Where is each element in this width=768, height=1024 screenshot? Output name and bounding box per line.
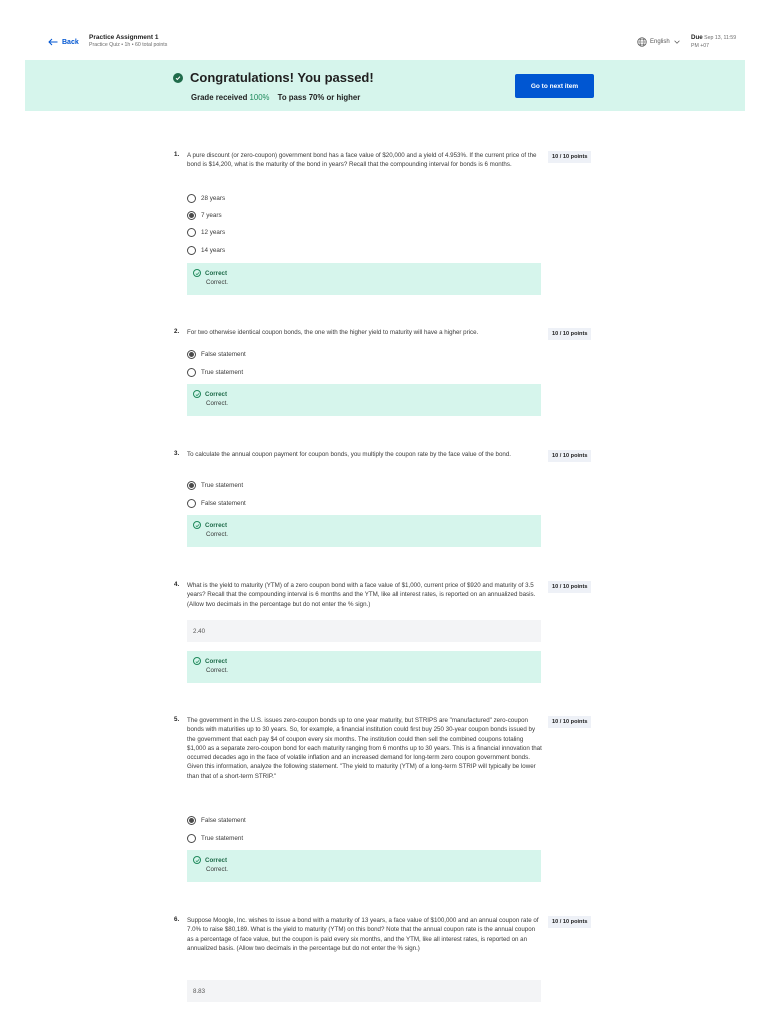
back-label: Back: [62, 38, 79, 46]
question-number: 5.: [174, 716, 180, 723]
points-badge: 10 / 10 points: [548, 581, 591, 593]
option-radio[interactable]: [187, 481, 243, 490]
radio-unselected-icon: [187, 194, 196, 203]
feedback-title: Correct: [205, 269, 228, 277]
check-circle-icon: [173, 73, 183, 83]
answer-field[interactable]: 8.83: [187, 980, 541, 1002]
option-label: True statement: [201, 482, 244, 489]
feedback-box: [187, 651, 541, 683]
option-label: True statement: [201, 369, 244, 376]
feedback-box: [187, 850, 541, 882]
question-text: The government in the U.S. issues zero-coupon bonds up to one year maturity, but STRIPS are "manufactured" zero-coupon bonds with maturities up to 30 years. So, for example, a financial institution could first buy 250 30-year coupon bonds issued by the government that each pay $4 of coupon every six months. The institution could then sell the combined coupons totaling $1,000 as a separate zero-coupon bond for each maturity ranging from 6 months up to 30 years. This is a financial innovation that occurred decades ago in the face of volatile inflation and an increased demand for long-term zero coupon government bonds. Given this information, analyze the following statement. "The yield to maturity (YTM) of a long-term STRIP will typically be lower than that of a short-term STRIP.": [187, 717, 542, 780]
radio-selected-icon: [187, 350, 196, 359]
due-label: Due: [691, 34, 703, 41]
option-radio[interactable]: [187, 834, 243, 843]
option-label: 12 years: [201, 229, 226, 236]
feedback-header: [193, 390, 227, 398]
question-number: 6.: [174, 916, 180, 923]
radio-selected-icon: [187, 816, 196, 825]
question-text: To calculate the annual coupon payment for coupon bonds, you multiply the coupon rate by the face value of the bond.: [187, 451, 512, 458]
points-badge: 10 / 10 points: [548, 328, 591, 340]
grade-value: 100%: [249, 93, 270, 102]
assignment-title: Practice Assignment 1: [89, 34, 159, 41]
feedback-title: Correct: [205, 856, 228, 864]
chevron-down-icon: [673, 38, 681, 46]
check-circle-icon: [193, 390, 201, 398]
option-label: 7 years: [201, 212, 222, 219]
feedback-body: Correct.: [206, 667, 229, 674]
banner-title: [173, 70, 374, 85]
question-number: 4.: [174, 581, 180, 588]
option-label: True statement: [201, 835, 244, 842]
option-radio[interactable]: [187, 350, 246, 359]
feedback-title: Correct: [205, 390, 228, 398]
option-label: False statement: [201, 817, 246, 824]
points-badge: 10 / 10 points: [548, 151, 591, 163]
radio-unselected-icon: [187, 246, 196, 255]
check-circle-icon: [193, 269, 201, 277]
answer-field[interactable]: 2.40: [187, 620, 541, 642]
question-number: 2.: [174, 328, 180, 335]
option-radio[interactable]: [187, 499, 246, 508]
feedback-box: [187, 515, 541, 547]
radio-selected-icon: [187, 481, 196, 490]
feedback-title: Correct: [205, 521, 228, 529]
feedback-body: Correct.: [206, 866, 229, 873]
points-badge: 10 / 10 points: [548, 716, 591, 728]
radio-unselected-icon: [187, 368, 196, 377]
due-date-value: Sep 13, 11:59: [704, 35, 737, 41]
check-circle-icon: [193, 856, 201, 864]
next-item-button[interactable]: Go to next item: [515, 74, 594, 98]
option-label: 14 years: [201, 247, 226, 254]
question-number: 1.: [174, 151, 180, 158]
feedback-body: Correct.: [206, 531, 229, 538]
globe-icon: [637, 37, 647, 47]
option-label: False statement: [201, 500, 246, 507]
radio-unselected-icon: [187, 228, 196, 237]
option-radio[interactable]: [187, 816, 246, 825]
grade-label: Grade received: [191, 93, 248, 102]
points-badge: 10 / 10 points: [548, 916, 591, 928]
option-label: 28 years: [201, 195, 226, 202]
feedback-body: Correct.: [206, 400, 229, 407]
question-text: For two otherwise identical coupon bonds, the one with the higher yield to maturity will have a higher price.: [187, 329, 479, 336]
feedback-box: [187, 384, 541, 416]
radio-selected-icon: [187, 211, 196, 220]
question-text: Suppose Moogle, Inc. wishes to issue a bond with a maturity of 13 years, a face value of $100,000 and an annual coupon rate of 7.0% to raise $80,189. What is the yield to maturity (YTM) on this bond? Note that the annual coupon rate is the annual coupon as a percentage of face value, but the coupon is paid every six months, and the YTM, like all interest rates, is reported on an annualized basis. (Allow two decimals in the percentage but do not enter the % sign.): [187, 917, 539, 952]
question-text: What is the yield to maturity (YTM) of a zero coupon bond with a face value of $1,000, current price of $920 and maturity of 3.5 years? Recall that the compounding interval is 6 months and the YTM, like all interest rates, is reported on an annualized basis. (Allow two decimals in the percentage but do not enter the % sign.): [187, 582, 536, 608]
result-banner: [25, 60, 745, 111]
feedback-header: [193, 269, 227, 277]
check-circle-icon: [193, 657, 201, 665]
option-radio[interactable]: [187, 246, 225, 255]
due-date: [691, 34, 736, 50]
option-label: False statement: [201, 351, 246, 358]
banner-title-text: Congratulations! You passed!: [190, 70, 374, 85]
language-selector[interactable]: [637, 37, 681, 47]
feedback-header: [193, 521, 227, 529]
option-radio[interactable]: [187, 228, 225, 237]
pass-threshold: To pass 70% or higher: [277, 93, 361, 102]
top-bar: [0, 0, 768, 58]
question-text: A pure discount (or zero-coupon) government bond has a face value of $20,000 and a yield of 4.953%. If the current price of the bond is $14,200, what is the maturity of the bond in years? Recall that the compounding interval for bonds is 6 months.: [187, 152, 537, 169]
radio-unselected-icon: [187, 499, 196, 508]
due-timezone: PM +07: [691, 43, 710, 49]
points-badge: 10 / 10 points: [548, 450, 591, 462]
assignment-subtitle: Practice Quiz • 1h • 60 total points: [89, 42, 168, 48]
radio-unselected-icon: [187, 834, 196, 843]
option-radio[interactable]: [187, 194, 225, 203]
feedback-title: Correct: [205, 657, 228, 665]
question-number: 3.: [174, 450, 180, 457]
feedback-box: [187, 263, 541, 295]
language-label: English: [650, 39, 670, 45]
feedback-header: [193, 856, 227, 864]
grade-summary: [191, 93, 360, 102]
option-radio[interactable]: [187, 211, 222, 220]
check-circle-icon: [193, 521, 201, 529]
arrow-left-icon: [48, 38, 58, 46]
back-button[interactable]: [48, 38, 79, 46]
feedback-body: Correct.: [206, 279, 229, 286]
option-radio[interactable]: [187, 368, 243, 377]
feedback-header: [193, 657, 227, 665]
assignment-info: [89, 34, 167, 48]
